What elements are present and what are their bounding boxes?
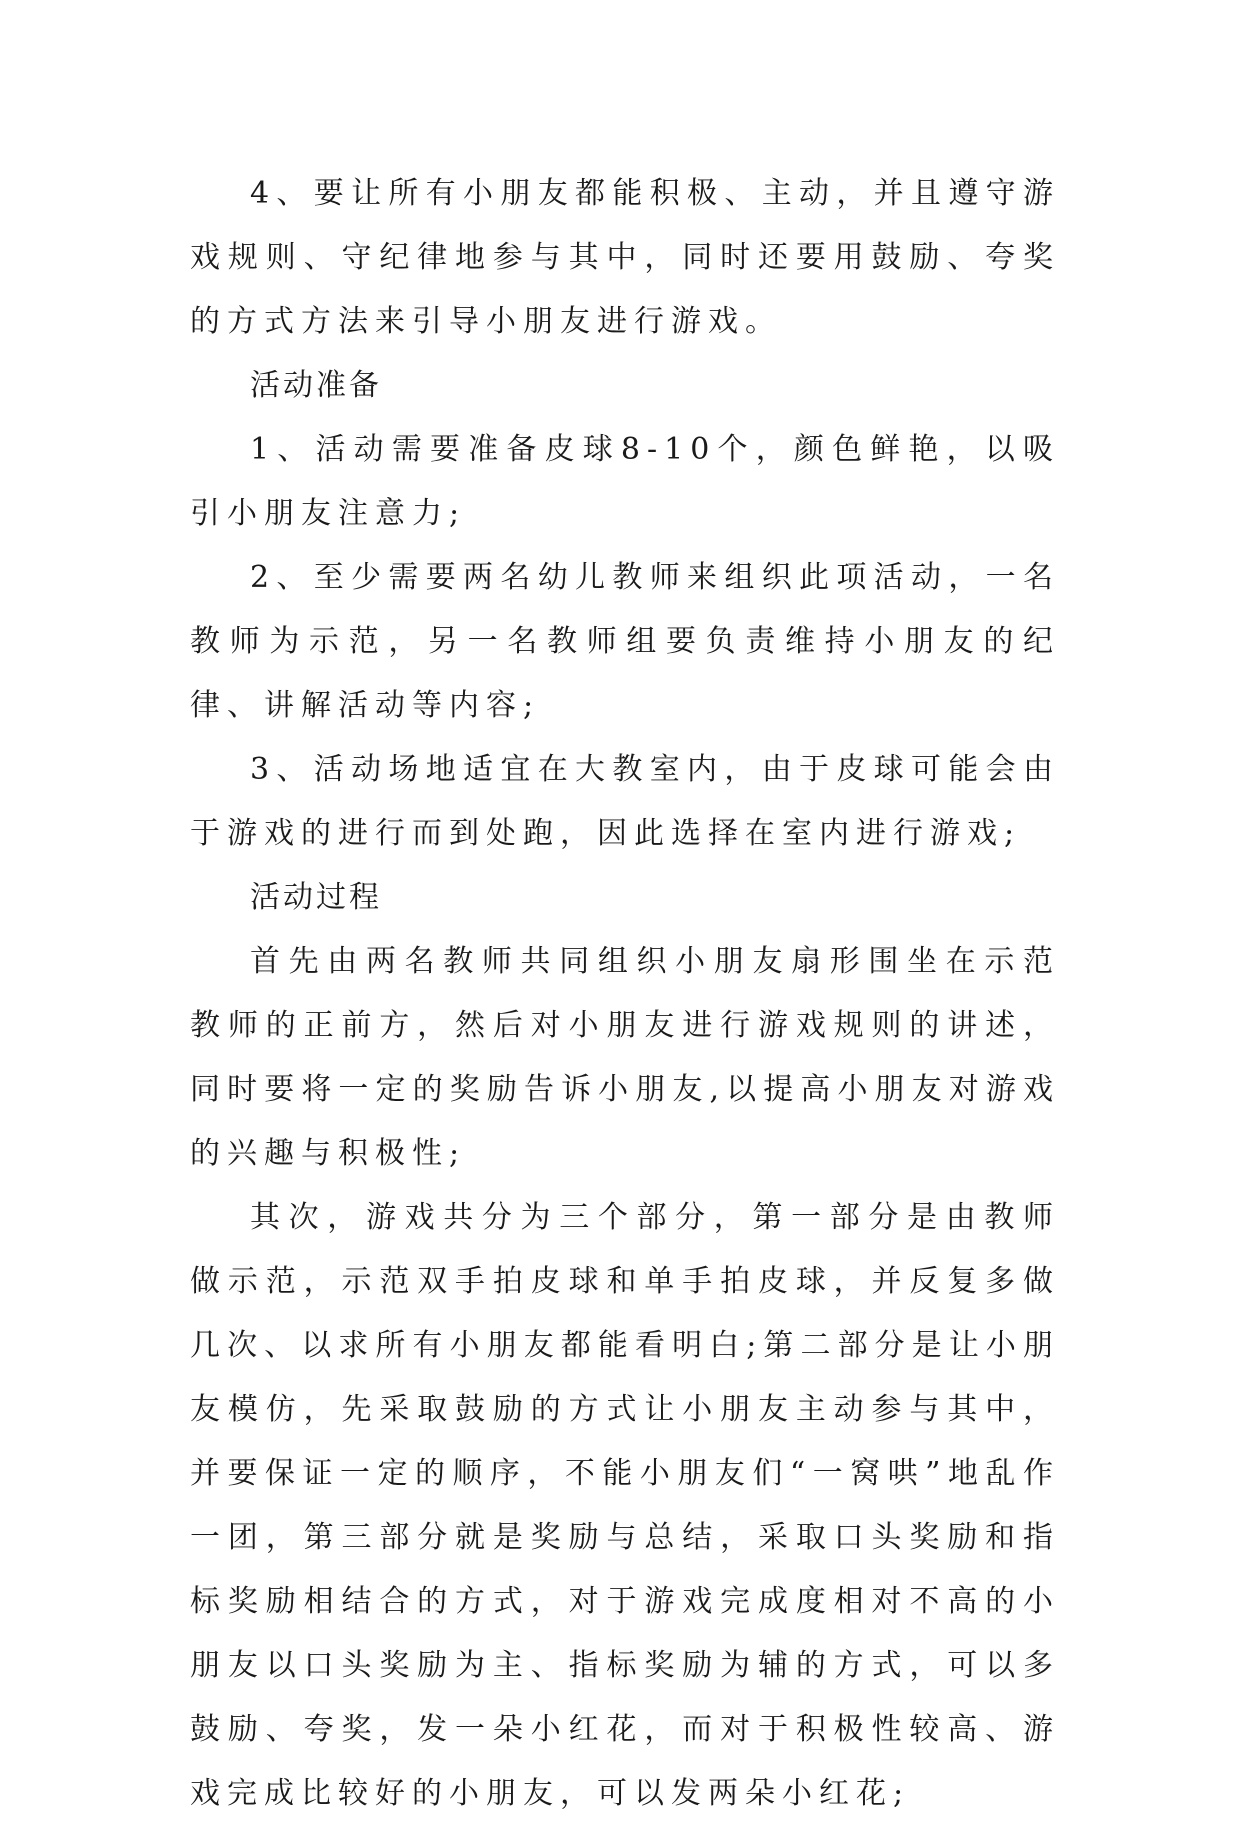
paragraph-process-second: 其次，游戏共分为三个部分，第一部分是由教师做示范，示范双手拍皮球和单手拍皮球，并反复多做几次、以求所有小朋友都能看明白;第二部分是让小朋友模仿，先采取鼓励的方式让小朋友主动参与其中，并要保证一定的顺序，不能小朋友们“一窝哄”地乱作一团，第三部分就是奖励与总结，采取口头奖励和指标奖励相结合的方式，对于游戏完成度相对不高的小朋友以口头奖励为主、指标奖励为辅的方式，可以多鼓励、夸奖，发一朵小红花，而对于积极性较高、游戏完成比较好的小朋友，可以发两朵小红花;: [190, 1200, 1060, 1811]
paragraph-preparation-2: 2、至少需要两名幼儿教师来组织此项活动，一名教师为示范，另一名教师组要负责维持小朋友的纪律、讲解活动等内容;: [190, 560, 1060, 723]
section-heading-process: 活动过程: [250, 880, 382, 915]
document-body: [190, 162, 1060, 1826]
paragraph-process-first: 首先由两名教师共同组织小朋友扇形围坐在示范教师的正前方，然后对小朋友进行游戏规则的讲述，同时要将一定的奖励告诉小朋友,以提高小朋友对游戏的兴趣与积极性;: [190, 944, 1060, 1171]
paragraph-preparation-3: 3、活动场地适宜在大教室内，由于皮球可能会由于游戏的进行而到处跑，因此选择在室内进行游戏;: [190, 752, 1060, 851]
paragraph-rule-4: 4、要让所有小朋友都能积极、主动，并且遵守游戏规则、守纪律地参与其中，同时还要用鼓励、夸奖的方式方法来引导小朋友进行游戏。: [190, 176, 1060, 339]
paragraph-preparation-1: 1、活动需要准备皮球8-10个，颜色鲜艳，以吸引小朋友注意力;: [190, 432, 1060, 531]
section-heading-preparation: 活动准备: [250, 368, 382, 403]
